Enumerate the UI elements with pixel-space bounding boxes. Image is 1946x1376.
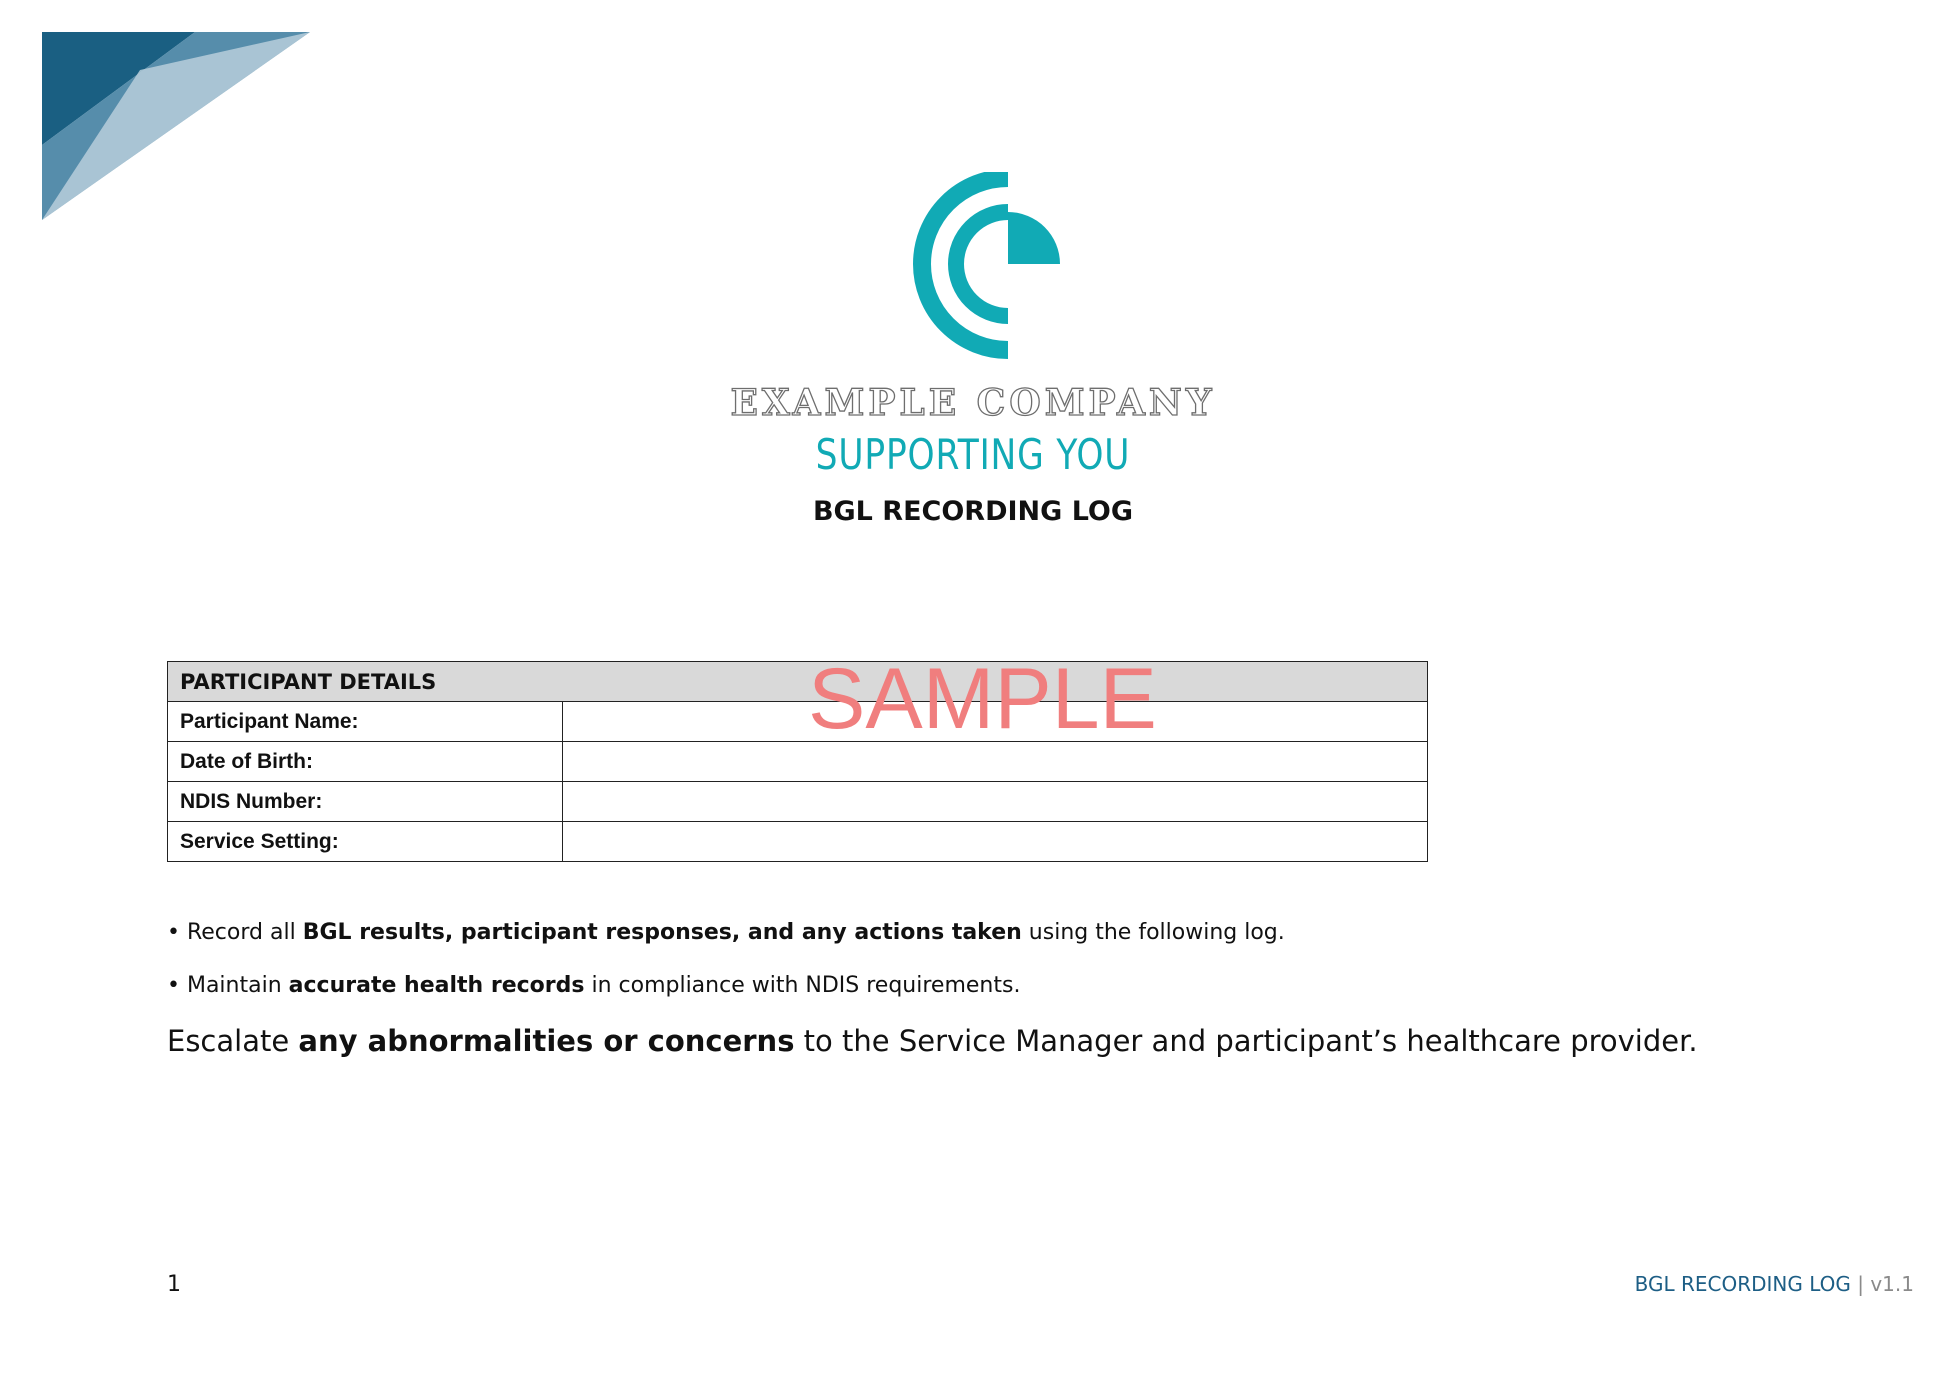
logo-quarter-disc bbox=[1008, 212, 1060, 264]
date-of-birth-field[interactable] bbox=[563, 742, 1428, 782]
sample-watermark: SAMPLE bbox=[808, 651, 1157, 747]
table-row bbox=[168, 742, 1428, 782]
page-number: 1 bbox=[167, 1272, 181, 1297]
ndis-number-field[interactable] bbox=[563, 782, 1428, 822]
escalation-bold-text: any abnormalities or concerns bbox=[298, 1024, 795, 1058]
ndis-number-label: NDIS Number: bbox=[168, 782, 563, 822]
participant-name-label: Participant Name: bbox=[168, 702, 563, 742]
bullet-text: in compliance with NDIS requirements. bbox=[584, 973, 1021, 998]
escalation-text: to the Service Manager and participant’s healthcare provider. bbox=[794, 1024, 1698, 1058]
logo-inner-arc bbox=[956, 212, 1008, 316]
footer-version: v1.1 bbox=[1870, 1272, 1914, 1296]
table-header-row bbox=[168, 662, 1428, 702]
participant-name-field[interactable] bbox=[563, 702, 1428, 742]
table-row bbox=[168, 702, 1428, 742]
participant-details-header: PARTICIPANT DETAILS bbox=[168, 662, 1428, 702]
document-title: BGL RECORDING LOG bbox=[812, 496, 1134, 527]
bullet-text: using the following log. bbox=[1021, 920, 1285, 945]
company-tagline: SUPPORTING YOU bbox=[815, 430, 1131, 479]
instruction-bullet-record bbox=[167, 920, 1285, 945]
logo-outer-arc bbox=[922, 178, 1008, 350]
escalation-text: Escalate bbox=[167, 1024, 299, 1058]
table-row bbox=[168, 782, 1428, 822]
service-setting-label: Service Setting: bbox=[168, 822, 563, 862]
instruction-bullet-maintain bbox=[167, 973, 1020, 998]
footer-document-label bbox=[1635, 1272, 1914, 1296]
footer-separator: | bbox=[1850, 1272, 1871, 1296]
escalation-instruction bbox=[167, 1024, 1698, 1058]
bullet-text: • Maintain bbox=[167, 973, 289, 998]
teal-concentric-arc-logo-icon bbox=[890, 172, 1070, 367]
corner-decoration bbox=[0, 0, 320, 230]
date-of-birth-label: Date of Birth: bbox=[168, 742, 563, 782]
bullet-bold-text: accurate health records bbox=[288, 973, 585, 998]
participant-details-table bbox=[167, 661, 1428, 862]
bullet-text: • Record all bbox=[167, 920, 303, 945]
footer-title: BGL RECORDING LOG bbox=[1634, 1272, 1851, 1296]
service-setting-field[interactable] bbox=[563, 822, 1428, 862]
company-name: EXAMPLE COMPANY bbox=[730, 382, 1216, 424]
table-row bbox=[168, 822, 1428, 862]
bullet-bold-text: BGL results, participant responses, and any actions taken bbox=[302, 920, 1022, 945]
